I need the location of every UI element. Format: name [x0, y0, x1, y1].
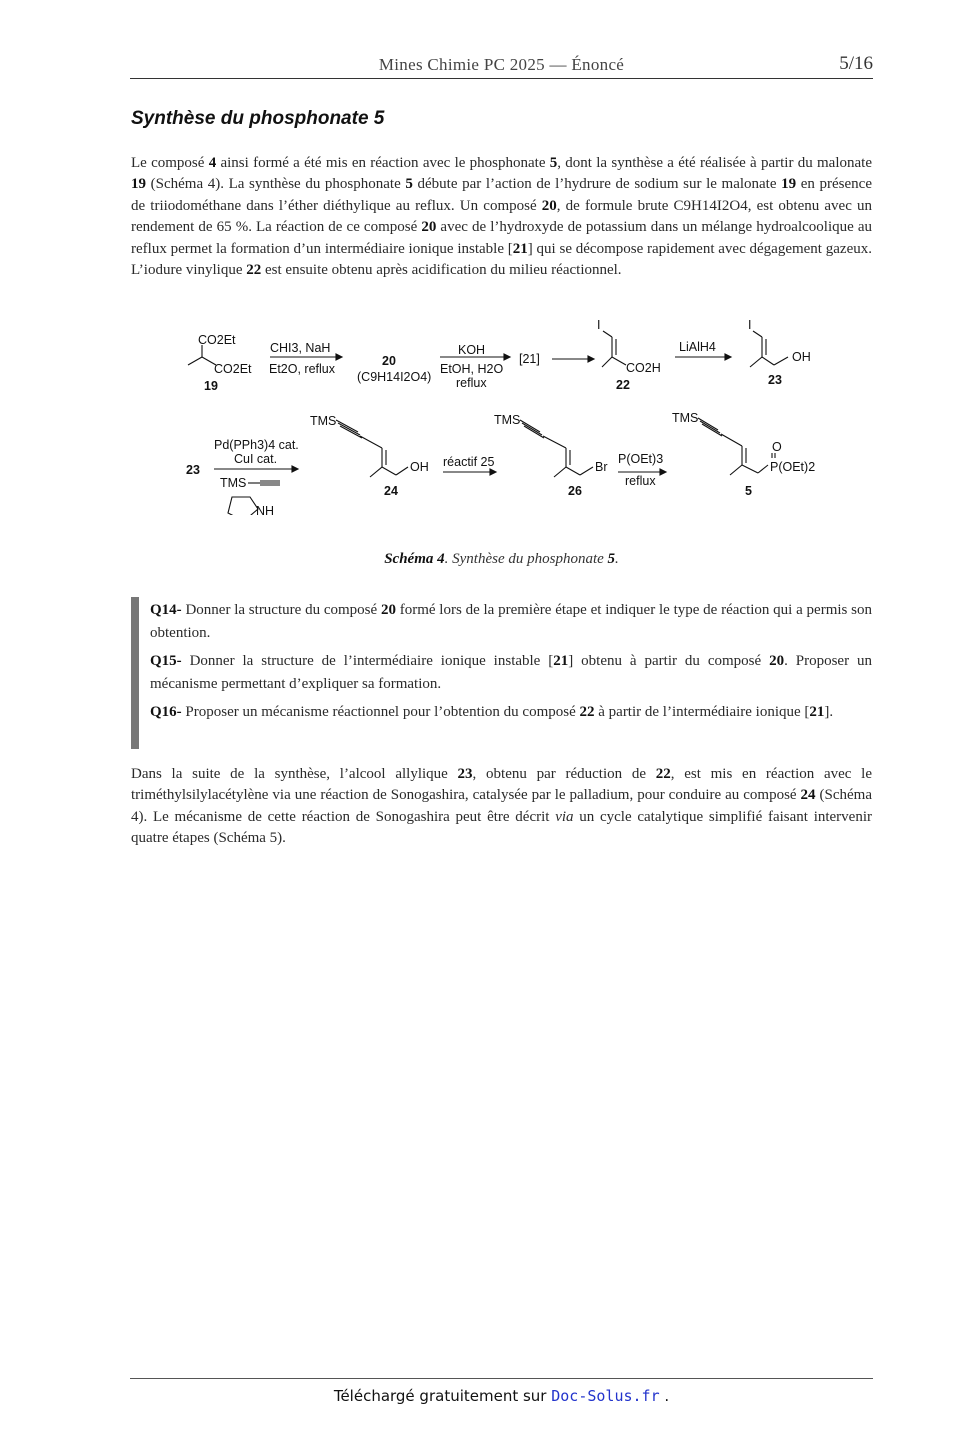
label-24: 24 — [384, 484, 398, 498]
c24-hydroxyl: OH — [410, 460, 429, 474]
question-q15: Q15- Donner la structure de l’intermédiaire ionique instable [21] obtenu à partir du composé 20. Proposer un mécanisme permettant d’expliquer sa formation. — [150, 653, 872, 692]
header-title: Mines Chimie PC 2025 — Énoncé — [378, 55, 625, 74]
catalyst-pd: Pd(PPh3)4 cat. — [214, 438, 299, 452]
pyrrolidine-nh: NH — [256, 504, 275, 515]
sonogashira-paragraph: Dans la suite de la synthèse, l’alcool allylique 23, obtenu par réduction de 22, est mis en réaction avec le triméthylsilylacétylène via une réaction de Sonogashira, catalysée par le palladium, pour conduire au composé 24 (Schéma 4). Le mécanisme de cette réaction de Sonogashira peut être décrit via un cycle catalytique simplifié faisant intervenir quatre étapes (Schéma 5). — [131, 766, 872, 847]
doc-solus-link[interactable]: Doc-Solus.fr — [551, 1387, 660, 1405]
c5-phosphonate: P(OEt)2 — [770, 460, 816, 474]
arrow2-solvent: EtOH, H2O — [440, 362, 504, 376]
label-20: 20 — [382, 354, 396, 368]
c26-bromo: Br — [595, 460, 608, 474]
arrow-reagent-25: réactif 25 — [443, 455, 495, 469]
section-title: Synthèse du phosphonate 5 — [131, 108, 385, 129]
arrow4-reagent: LiAlH4 — [679, 340, 716, 354]
question-q16: Q16- Proposer un mécanisme réactionnel pour l’obtention du composé 22 à partir de l’intermédiaire ionique [21]. — [150, 704, 834, 720]
c23-hydroxyl: OH — [792, 350, 811, 364]
arrow1-reagent: CHI3, NaH — [270, 341, 331, 355]
c26-tms: TMS — [494, 413, 521, 427]
formula-20: (C9H14I2O4) — [357, 370, 432, 384]
c5-tms: TMS — [672, 411, 699, 425]
c19-ester-top: CO2Et — [198, 333, 236, 347]
catalyst-cu: CuI cat. — [234, 452, 278, 466]
label-26: 26 — [568, 484, 582, 498]
intro-paragraph: Le composé 4 ainsi formé a été mis en réaction avec le phosphonate 5, dont la synthèse a été réalisée à partir du malonate 19 (Schéma 4). La synthèse du phosphonate 5 débute par l’action de l’hydrure de sodium sur le malonate 19 en présence de triiodométhane dans l’éther diéthylique au reflux. Un composé 20, de formule brute C9H14I2O4, est obtenu avec un rendement de 65 %. La réaction de ce composé 20 avec de l’hydroxyde de potassium dans un mélange hydroalcoolique au reflux permet la formation d’un intermédiaire ionique instable [21] qui se décompose rapidement avec dégagement gazeux. L’iodure vinylique 22 est ensuite obtenu après acidification du milieu réactionnel. — [131, 155, 873, 279]
arrow2-reagent: KOH — [458, 343, 486, 357]
questions-sidebar — [131, 597, 139, 749]
page-footer: Téléchargé gratuitement sur Doc-Solus.fr . — [333, 1387, 670, 1405]
question-q14: Q14- Donner la structure du composé 20 formé lors de la première étape et indiquer le type de réaction qui a permis son obtention. — [150, 602, 872, 641]
page-number: 5/16 — [839, 53, 873, 74]
label-23: 23 — [768, 373, 782, 387]
scheme-caption: Schéma 4. Synthèse du phosphonate 5. — [384, 551, 619, 567]
c24-tms: TMS — [310, 414, 337, 428]
arrow-reflux: reflux — [625, 474, 656, 488]
c22-acid: CO2H — [626, 361, 661, 375]
c19-ester-bottom: CO2Et — [214, 362, 252, 376]
reagent-tms-alkyne: TMS — [220, 476, 247, 490]
questions-block — [131, 597, 872, 749]
c22-iodo: I — [597, 318, 601, 332]
label-5: 5 — [745, 484, 752, 498]
arrow1-conditions: Et2O, reflux — [269, 362, 335, 376]
page-header — [130, 52, 873, 79]
footer-divider — [130, 1378, 873, 1379]
row2-label-23: 23 — [186, 463, 200, 477]
synthesis-scheme — [170, 315, 830, 515]
c5-oxygen: O — [772, 440, 782, 454]
c23-iodo: I — [748, 318, 752, 332]
label-22: 22 — [616, 378, 630, 392]
label-19: 19 — [204, 379, 218, 393]
arrow-phosphite: P(OEt)3 — [618, 452, 664, 466]
arrow2-conditions: reflux — [456, 376, 487, 390]
intermediate-21: [21] — [519, 352, 540, 366]
